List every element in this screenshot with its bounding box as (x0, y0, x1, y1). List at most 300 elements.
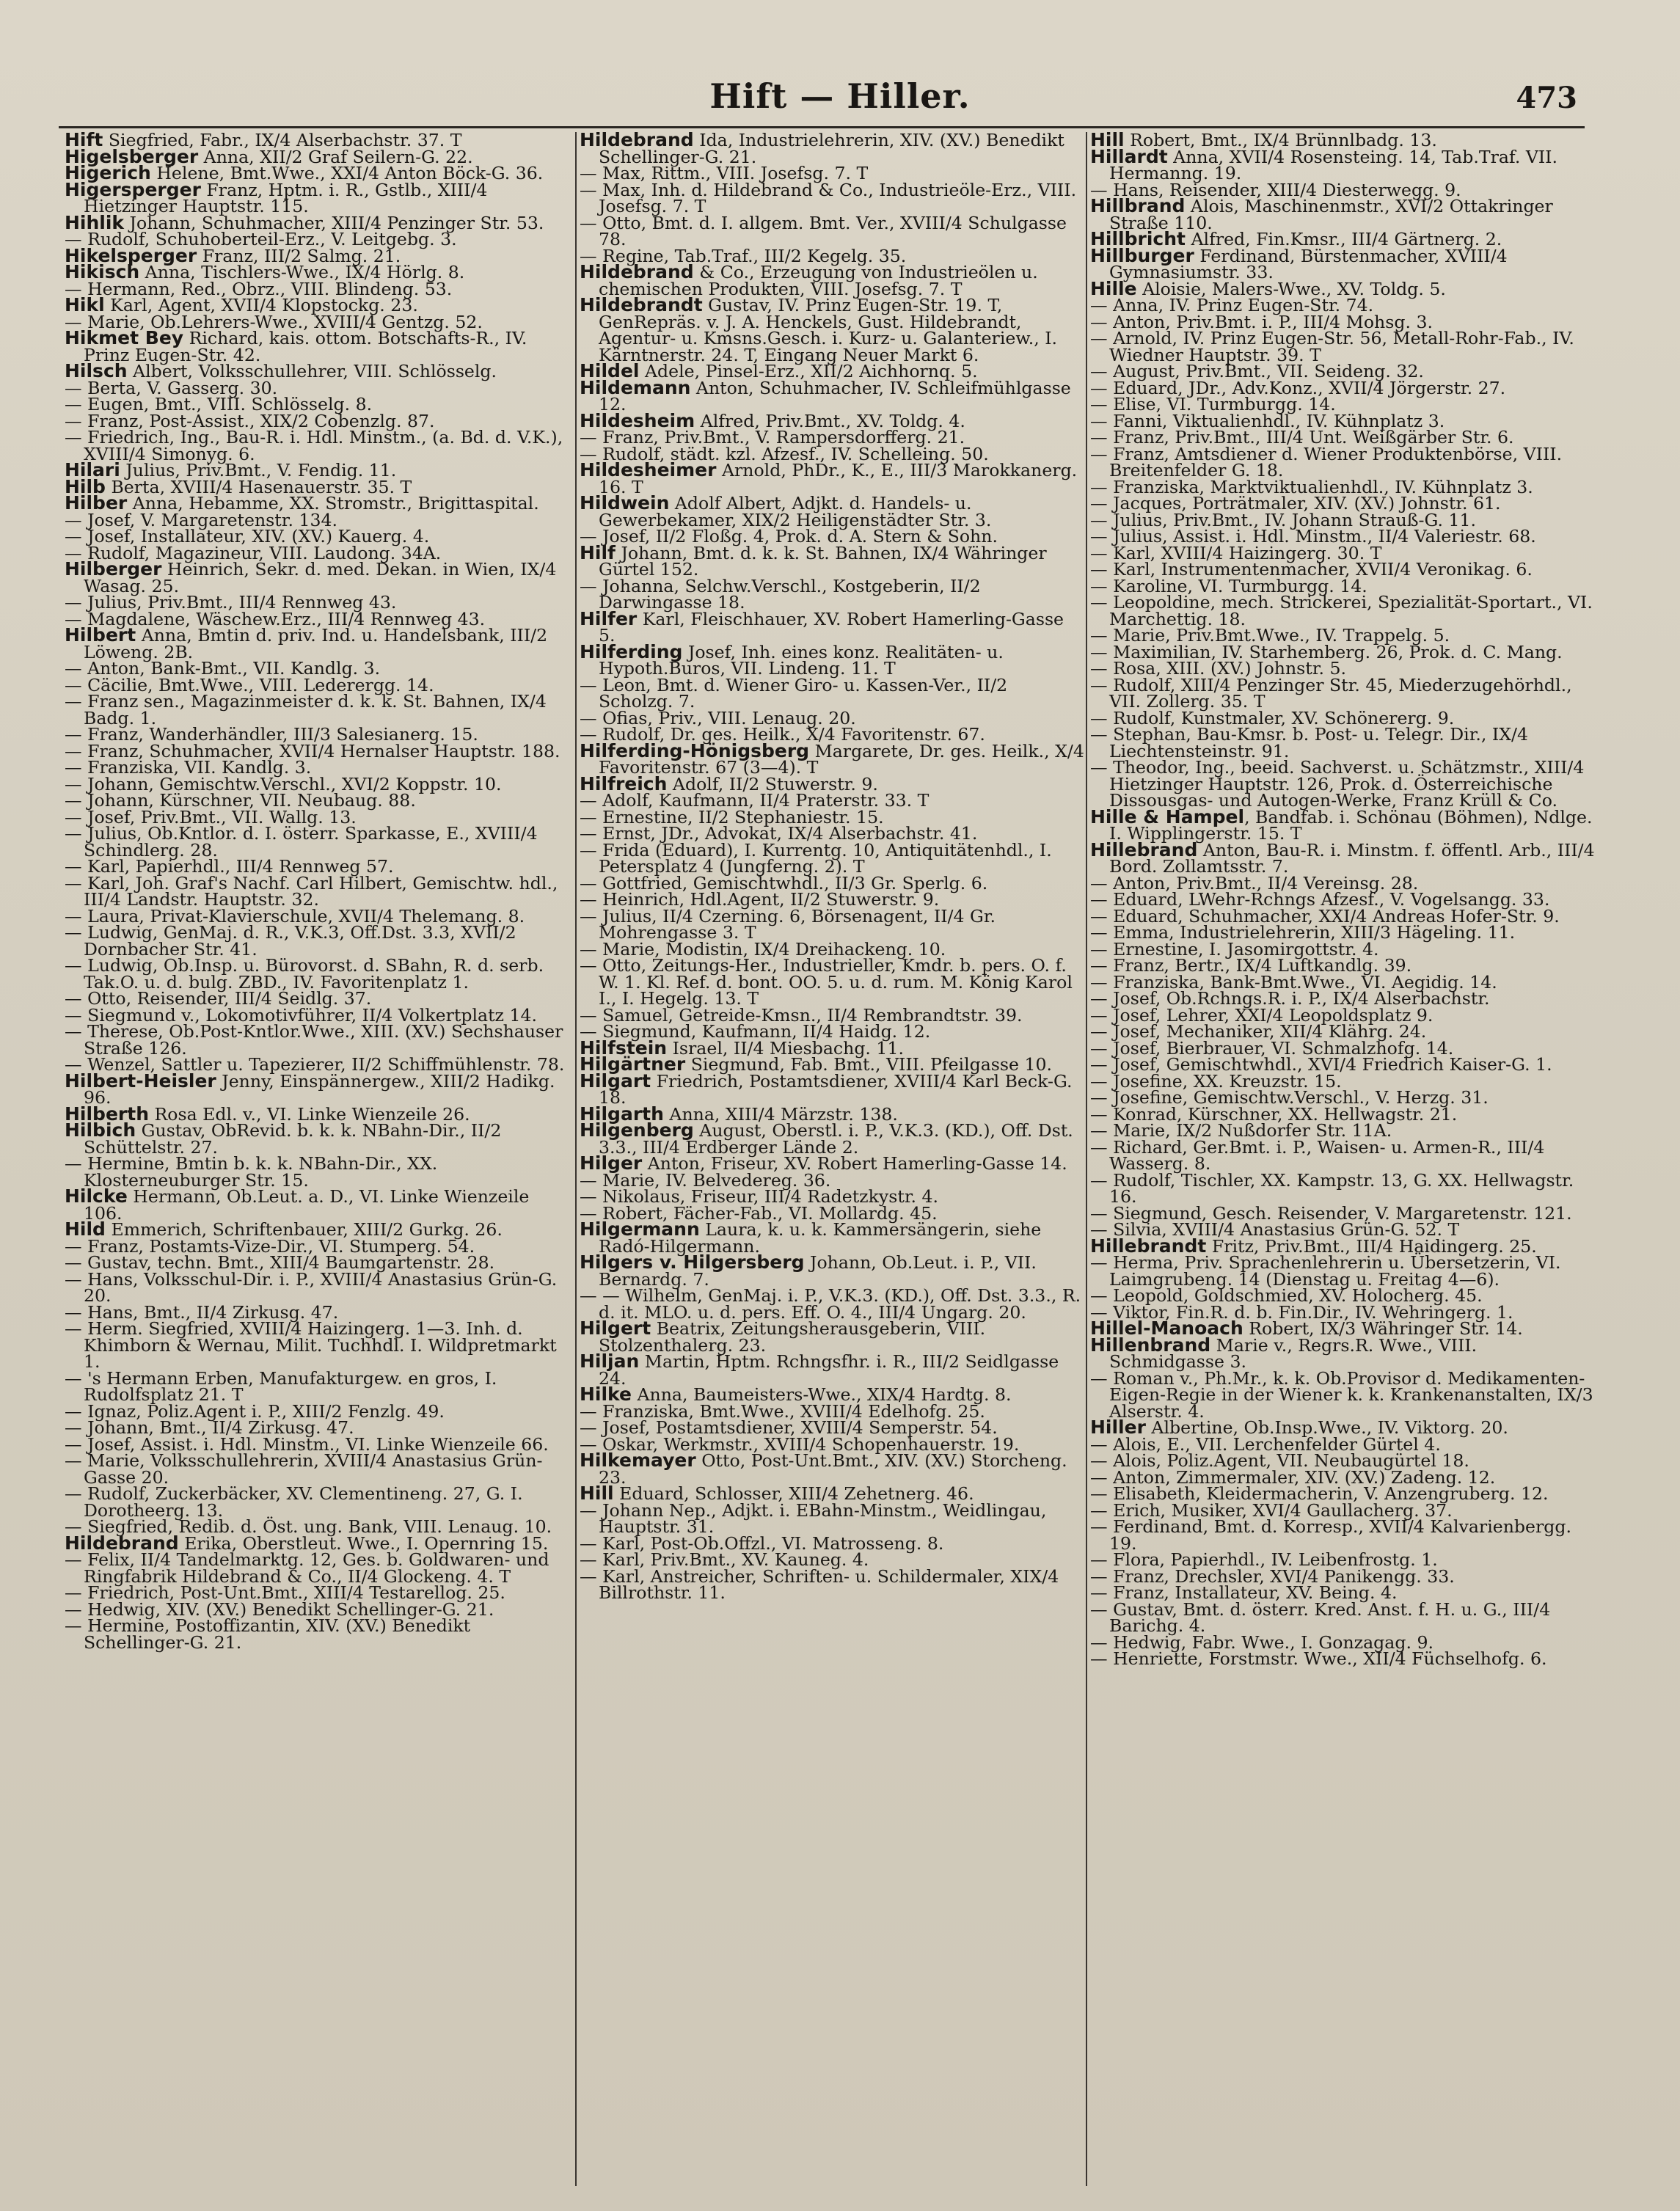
entry-details: Albertine, Ob.Insp.Wwe., IV. Viktorg. 20. (1145, 1417, 1508, 1438)
entry-details: — Rosa, XIII. (XV.) Johnstr. 5. (1090, 658, 1346, 679)
directory-entry (1090, 594, 1596, 627)
entry-details: — Ernestine, II/2 Stephaniestr. 15. (580, 806, 884, 827)
entry-details: Karl, Fleischhauer, XV. Robert Hamerling-Gasse 5. (599, 608, 1064, 646)
entry-details: — Adolf, Kaufmann, II/4 Praterstr. 33. T (580, 790, 930, 811)
entry-surname: Hildesheim (580, 409, 695, 431)
entry-surname: Hillbricht (1090, 228, 1186, 249)
entry-details: Aloisie, Malers-Wwe., XV. Toldg. 5. (1136, 278, 1446, 299)
entry-details: — Josef, Mechaniker, XII/4 Klährg. 24. (1090, 1021, 1427, 1042)
directory-entry (580, 674, 1086, 712)
entry-details: — Josef, V. Margaretenstr. 134. (65, 509, 337, 530)
entry-details: — Franz sen., Magazinmeister d. k. k. St. Bahnen, IX/4 Badg. 1. (65, 691, 547, 728)
entry-details: Karl, Agent, XVII/4 Klopstockg. 23. (104, 295, 418, 315)
entry-details: — Hedwig, Fabr. Wwe., I. Gonzagag. 9. (1090, 1631, 1434, 1653)
entry-surname: Hilari (65, 459, 120, 480)
directory-entry (580, 1070, 1086, 1108)
entry-details: — Fanni, Viktualienhdl., IV. Kühnplatz 3. (1090, 410, 1445, 431)
directory-entry (580, 1285, 1086, 1323)
directory-entry (580, 739, 1086, 778)
directory-entry (65, 1021, 571, 1059)
entry-details: — Hans, Volksschul-Dir. i. P., XVIII/4 Anastasius Grün-G. 20. (65, 1268, 558, 1306)
entry-surname: Hikelsperger (65, 244, 197, 266)
entry-details: — Johann, Kürschner, VII. Neubaug. 88. (65, 790, 416, 811)
entry-surname: Hilgermann (580, 1218, 700, 1240)
entry-details: Berta, XVIII/4 Hasenauerstr. 35. T (105, 476, 412, 497)
directory-entry (65, 1320, 571, 1370)
entry-details: — Julius, Assist. i. Hdl. Minstm., II/4 Valeriestr. 68. (1090, 526, 1536, 547)
entry-details: — Robert, Fächer-Fab., VI. Mollardg. 45. (580, 1202, 938, 1224)
entry-details: — Hermine, Postoffizantin, XIV. (XV.) Benedikt Schellinger-G. 21. (65, 1615, 471, 1653)
entry-details: — 's Hermann Erben, Manufakturgew. en gros, I. Rudolfsplatz 21. T (65, 1367, 497, 1405)
entry-surname: Hilfer (580, 607, 638, 629)
entry-details: — Hedwig, XIV. (XV.) Benedikt Schellinger-G. 21. (65, 1598, 494, 1620)
entry-details: — Cäcilie, Bmt.Wwe., VIII. Lederergg. 14. (65, 674, 434, 695)
entry-details: — Karl, Joh. Graf's Nachf. Carl Hilbert, Gemischtw. hdl., III/4 Landstr. Hauptstr. 32. (65, 872, 558, 910)
directory-entry (65, 1185, 571, 1224)
entry-details: , Bandfab. i. Schönau (Böhmen), Ndlge. I. Wipplingerstr. 15. T (1109, 806, 1593, 844)
entry-details: Johann, Ob.Leut. i. P., VII. Bernardg. 7. (599, 1252, 1037, 1290)
entry-surname: Hilb (65, 475, 106, 497)
entry-surname: Hillebrand (1090, 838, 1198, 860)
entry-details: — Anna, IV. Prinz Eugen-Str. 74. (1090, 295, 1374, 315)
directory-entry (65, 1367, 571, 1405)
entry-details: — Johann Nep., Adjkt. i. EBahn-Minstm., Weidlingau, Hauptstr. 31. (580, 1499, 1047, 1537)
entry-details: — Wenzel, Sattler u. Tapezierer, II/2 Schiffmühlenstr. 78. (65, 1054, 565, 1075)
directory-entry (580, 261, 1086, 299)
entry-details: Anna, XVII/4 Rosensteing. 14, Tab.Traf. VII. Hermanng. 19. (1109, 146, 1557, 183)
entry-surname: Hillburger (1090, 244, 1194, 266)
entry-details: — Karoline, VI. Turmburgg. 14. (1090, 575, 1367, 596)
entry-details: — Ernst, JDr., Advokat, IX/4 Alserbachstr. 41. (580, 823, 978, 844)
entry-surname: Hille (1090, 277, 1137, 299)
directory-entry (65, 558, 571, 596)
entry-details: — Josefine, Gemischtw.Verschl., V. Herzg. 31. (1090, 1087, 1489, 1108)
entry-details: — Marie, Modistin, IX/4 Dreihackeng. 10. (580, 938, 946, 960)
directory-entry (580, 459, 1086, 497)
entry-surname: Hilger (580, 1152, 643, 1174)
entry-surname: Hilgart (580, 1070, 651, 1092)
entry-surname: Hilgert (580, 1318, 651, 1339)
entry-details: — Johann, Bmt., II/4 Zirkusg. 47. (65, 1417, 354, 1438)
entry-details: — Max, Inh. d. Hildebrand & Co., Industrieöle-Erz., VIII. Josefsg. 7. T (580, 179, 1077, 216)
entry-surname: Hilgers v. Hilgersberg (580, 1251, 805, 1273)
directory-entry (580, 212, 1086, 249)
entry-details: — Alois, Poliz.Agent, VII. Neubaugürtel 18. (1090, 1450, 1469, 1471)
entry-details: — Josef, Lehrer, XXI/4 Leopoldsplatz 9. (1090, 1004, 1434, 1026)
entry-details: Martin, Hptm. Rchngsfhr. i. R., III/2 Seidlgasse 24. (599, 1351, 1059, 1389)
entry-details: Robert, IX/3 Währinger Str. 14. (1243, 1318, 1523, 1339)
entry-details: — Karl, Priv.Bmt., XV. Kauneg. 4. (580, 1549, 869, 1570)
entry-details: — Friedrich, Ing., Bau-R. i. Hdl. Minstm., (a. Bd. d. V.K.), XVIII/4 Simonyg. 6. (65, 427, 563, 464)
directory-entry (65, 1268, 571, 1306)
entry-details: — Josef, II/2 Floßg. 4, Prok. d. A. Stern & Sohn. (580, 526, 998, 547)
entry-details: — Richard, Ger.Bmt. i. P., Waisen- u. Armen-R., III/4 Wasserg. 8. (1090, 1136, 1545, 1174)
entry-details: — Leopold, Goldschmied, XV. Holocherg. 45. (1090, 1285, 1483, 1306)
directory-entry (580, 541, 1086, 580)
entry-details: Anna, XII/2 Graf Seilern-G. 22. (198, 146, 473, 167)
entry-surname: Hildwein (580, 492, 670, 514)
directory-entry (65, 1450, 571, 1488)
entry-details: — Samuel, Getreide-Kmsn., II/4 Rembrandtstr. 39. (580, 1004, 1023, 1026)
entry-details: — Rudolf, Magazineur, VIII. Laudong. 34A. (65, 542, 442, 563)
entry-details: — Anton, Priv.Bmt., II/4 Vereinsg. 28. (1090, 872, 1419, 893)
entry-details: — Marie, Priv.Bmt.Wwe., IV. Trappelg. 5. (1090, 625, 1450, 646)
entry-surname: Hilgärtner (580, 1053, 686, 1075)
entry-surname: Hillbrand (1090, 195, 1186, 216)
entry-details: — Hans, Reisender, XIII/4 Diesterwegg. 9. (1090, 179, 1461, 200)
entry-surname: Higersperger (65, 178, 201, 200)
directory-entry (1090, 1648, 1596, 1669)
entry-details: — Franziska, VII. Kandlg. 3. (65, 757, 312, 778)
entry-details: — Franz, Drechsler, XVI/4 Panikengg. 33. (1090, 1565, 1455, 1587)
entry-details: Otto, Post-Unt.Bmt., XIV. (XV.) Storcheng. 23. (599, 1450, 1067, 1488)
entry-details: — Emma, Industrielehrerin, XIII/3 Hägeling. 11. (1090, 922, 1516, 943)
entry-details: Eduard, Schlosser, XIII/4 Zehetnerg. 46. (613, 1483, 974, 1504)
entry-details: Anton, Schuhmacher, IV. Schleifmühlgasse 12. (599, 377, 1071, 414)
entry-details: — Josef, Priv.Bmt., VII. Wallg. 13. (65, 806, 357, 827)
entry-details: Robert, Bmt., IX/4 Brünnlbadg. 13. (1124, 132, 1437, 150)
entry-details: — Franz, Postamts-Vize-Dir., VI. Stumperg. 54. (65, 1235, 475, 1257)
entry-details: Anna, XIII/4 Märzstr. 138. (663, 1103, 898, 1125)
entry-details: — Siegfried, Redib. d. Öst. ung. Bank, VIII. Lenaug. 10. (65, 1516, 552, 1537)
entry-details: — Konrad, Kürschner, XX. Hellwagstr. 21. (1090, 1103, 1458, 1125)
entry-surname: Hilsch (65, 360, 128, 381)
entry-surname: Hilbich (65, 1119, 136, 1141)
directory-entry (1090, 1598, 1596, 1636)
directory-entry (65, 1549, 571, 1587)
column-middle (580, 132, 1086, 2186)
entry-details: Adele, Pinsel-Erz., XII/2 Aichhornq. 5. (639, 361, 978, 381)
entry-surname: Hildel (580, 360, 640, 381)
directory-entry (580, 1251, 1086, 1290)
entry-details: Margarete, Dr. ges. Heilk., X/4 Favoritenstr. 67 (3—4). T (599, 740, 1084, 778)
entry-details: — Rudolf, Schuhoberteil-Erz., V. Leitgebg. 3. (65, 229, 457, 249)
entry-details: Franz, Hptm. i. R., Gstlb., XIII/4 Hietzinger Hauptstr. 115. (84, 179, 488, 216)
directory-entry (580, 957, 1086, 1007)
entry-details: Beatrix, Zeitungsherausgeberin, VIII. Stolzenthalerg. 23. (599, 1318, 986, 1356)
entry-details: — Julius, Ob.Kntlor. d. I. österr. Sparkasse, E., XVIII/4 Schindlerg. 28. (65, 823, 538, 860)
entry-surname: Hildesheimer (580, 459, 717, 480)
entry-details: — Ernestine, I. Jasomirgottstr. 4. (1090, 938, 1379, 960)
entry-details: — Alois, E., VII. Lerchenfelder Gürtel 4. (1090, 1433, 1441, 1455)
entry-details: Anton, Friseur, XV. Robert Hamerling-Gasse 14. (642, 1153, 1067, 1174)
entry-surname: Hildemann (580, 376, 691, 398)
directory-entry (580, 839, 1086, 877)
entry-details: — Max, Rittm., VIII. Josefsg. 7. T (580, 163, 869, 183)
directory-entry (65, 693, 571, 726)
entry-details: — August, Priv.Bmt., VII. Seideng. 32. (1090, 361, 1424, 381)
entry-details: — Ludwig, GenMaj. d. R., V.K.3, Off.Dst. 3.3, XVII/2 Dornbacher Str. 41. (65, 922, 516, 960)
entry-details: — Stephan, Bau-Kmsr. b. Post- u. Telegr. Dir., IX/4 Liechtensteinstr. 91. (1090, 724, 1528, 761)
entry-details: — Josef, Postamtsdiener, XVIII/4 Semperstr. 54. (580, 1417, 998, 1438)
entry-details: Ida, Industrielehrerin, XIV. (XV.) Benedikt Schellinger-G. 21. (599, 132, 1064, 167)
directory-entry (65, 1485, 571, 1519)
directory-entry (1090, 759, 1596, 809)
directory-entry (65, 922, 571, 960)
entry-details: — Josef, Ob.Rchngs.R. i. P., IX/4 Alserbachstr. (1090, 988, 1490, 1009)
entry-details: — Herm. Siegfried, XVIII/4 Haizingerg. 1—3. Inh. d. Khimborn & Wernau, Milit. Tuchhdl. I. Wildpretmarkt 1. (65, 1318, 557, 1372)
entry-details: Josef, Inh. eines konz. Realitäten- u. Hypoth.Buros, VII. Lindeng. 11. T (599, 641, 1004, 679)
entry-details: — Franz, Post-Assist., XIX/2 Cobenzlg. 87. (65, 410, 435, 431)
entry-details: Fritz, Priv.Bmt., III/4 Haidingerg. 25. (1206, 1235, 1537, 1257)
entry-details: — Nikolaus, Friseur, III/4 Radetzkystr. 4. (580, 1186, 939, 1207)
entry-surname: Hille & Hampel (1090, 805, 1245, 827)
entry-details: — Maximilian, IV. Starhemberg. 26, Prok. d. C. Mang. (1090, 641, 1563, 662)
entry-details: — Ofias, Priv., VIII. Lenaug. 20. (580, 707, 856, 728)
entry-details: — Siegmund, Kaufmann, II/4 Haidg. 12. (580, 1021, 931, 1042)
entry-details: — Rudolf, Kunstmaler, XV. Schönererg. 9. (1090, 707, 1455, 728)
entry-details: — Heinrich, Hdl.Agent, II/2 Stuwerstr. 9. (580, 889, 940, 910)
directory-entry (65, 178, 571, 216)
entry-surname: Hilf (580, 541, 616, 563)
directory-entry (1090, 674, 1596, 712)
entry-details: Laura, k. u. k. Kammersängerin, siehe Radó-Hilgermann. (599, 1219, 1042, 1257)
entry-details: — Flora, Papierhdl., IV. Leibenfrostg. 1. (1090, 1549, 1438, 1570)
directory-entry (1090, 805, 1596, 844)
entry-details: — Siegmund, Gesch. Reisender, V. Margaretenstr. 121. (1090, 1202, 1572, 1224)
entry-surname: Hilbert (65, 624, 136, 646)
entry-details: — Ludwig, Ob.Insp. u. Bürovorst. d. SBahn, R. d. serb. Tak.O. u. d. bulg. ZBD., IV. Favoritenplatz 1. (65, 955, 544, 993)
entry-details: Anna, Bmtin d. priv. Ind. u. Handelsbank, III/2 Löweng. 2B. (84, 625, 548, 662)
entry-details: — Gottfried, Gemischtwhdl., II/3 Gr. Sperlg. 6. (580, 872, 988, 893)
directory-entry (1090, 244, 1596, 282)
entry-details: — Rudolf, Tischler, XX. Kampstr. 13, G. XX. Hellwagstr. 16. (1090, 1169, 1574, 1207)
entry-details: Erika, Oberstleut. Wwe., I. Opernring 15. (178, 1532, 549, 1554)
entry-surname: Hilbert-Heisler (65, 1070, 216, 1092)
entry-details: — Eduard, JDr., Adv.Konz., XVII/4 Jörgerstr. 27. (1090, 377, 1506, 398)
entry-surname: Hiljan (580, 1351, 640, 1372)
entry-surname: Higelsberger (65, 145, 199, 167)
column-right (1090, 132, 1596, 2186)
directory-entry (1090, 1252, 1596, 1290)
directory-entry (1090, 145, 1596, 183)
directory-entry (65, 1070, 571, 1108)
entry-details: Siegmund, Fab. Bmt., VIII. Pfeilgasse 10. (685, 1054, 1053, 1075)
entry-surname: Hillebrandt (1090, 1235, 1207, 1257)
page-number: 473 (1516, 81, 1577, 115)
column-divider (1086, 132, 1087, 2186)
directory-entry (580, 1351, 1086, 1389)
directory-entry (1090, 838, 1596, 877)
entry-details: August, Oberstl. i. P., V.K.3. (KD.), Off. Dst. 3.3., III/4 Erdberger Lände 2. (599, 1120, 1073, 1158)
entry-surname: Hill (580, 1483, 614, 1504)
entry-details: Gustav, ObRevid. b. k. k. NBahn-Dir., II/2 Schüttelstr. 27. (84, 1120, 502, 1158)
entry-details: — Johanna, Selchw.Verschl., Kostgeberin, II/2 Darwingasse 18. (580, 575, 981, 613)
entry-details: Albert, Volksschullehrer, VIII. Schlösselg. (127, 361, 497, 381)
entry-details: Hermann, Ob.Leut. a. D., VI. Linke Wienzeile 106. (84, 1186, 530, 1224)
entry-details: Anna, Baumeisters-Wwe., XIX/4 Hardtg. 8. (631, 1384, 1012, 1405)
entry-surname: Hikl (65, 294, 105, 315)
directory-entry (580, 376, 1086, 414)
entry-details: — Marie, IV. Belvedereg. 36. (580, 1169, 831, 1191)
entry-details: Johann, Schuhmacher, XIII/4 Penzinger Str. 53. (124, 212, 544, 233)
entry-surname: Hilfstein (580, 1037, 668, 1059)
entry-details: — Julius, II/4 Czerning. 6, Börsenagent, II/4 Gr. Mohrengasse 3. T (580, 905, 996, 943)
entry-surname: Hift (65, 132, 103, 150)
entry-details: — Felix, II/4 Tandelmarktg. 12, Ges. b. Goldwaren- und Ringfabrik Hildebrand & Co., II/4 Glockeng. 4. T (65, 1549, 549, 1587)
directory-entry (65, 825, 571, 858)
entry-details: — Herma, Priv. Sprachenlehrerin u. Übersetzerin, VI. Laimgrubeng. 14 (Dienstag u. Freitag 4—6). (1090, 1252, 1561, 1290)
entry-details: Friedrich, Postamtsdiener, XVIII/4 Karl Beck-G. 18. (599, 1070, 1073, 1108)
entry-details: Alois, Maschinenmstr., XVI/2 Ottakringer Straße 110. (1109, 196, 1553, 233)
entry-details: — Silvia, XVIII/4 Anastasius Grün-G. 52. T (1090, 1219, 1460, 1240)
entry-details: — Leon, Bmt. d. Wiener Giro- u. Kassen-Ver., II/2 Scholzg. 7. (580, 674, 1008, 712)
entry-surname: Hillenbrand (1090, 1334, 1211, 1356)
entry-details: — Franz, Wanderhändler, III/3 Salesianerg. 15. (65, 724, 478, 745)
entry-details: Ferdinand, Bürstenmacher, XVIII/4 Gymnasiumstr. 33. (1109, 245, 1508, 282)
entry-details: — Theodor, Ing., beeid. Sachverst. u. Schätzmstr., XIII/4 Hietzinger Hauptstr. 126, Prok. d. Österreichische Dissousgas- und Autogen-Werke, Franz Krüll & Co. (1090, 757, 1585, 811)
entry-details: — Franziska, Bmt.Wwe., XVIII/4 Edelhofg. 25. (580, 1400, 985, 1422)
entry-details: — Franz, Priv.Bmt., V. Rampersdorfferg. 21. (580, 427, 965, 447)
directory-entry (580, 1565, 1086, 1603)
directory-entry (65, 1119, 571, 1158)
entry-details: Richard, kais. ottom. Botschafts-R., IV. Prinz Eugen-Str. 42. (84, 328, 527, 365)
entry-details: — Oskar, Werkmstr., XVIII/4 Schopenhauerstr. 19. (580, 1433, 1020, 1455)
entry-details: — Karl, Instrumentenmacher, XVII/4 Veronikag. 6. (1090, 559, 1533, 580)
entry-details: — Ferdinand, Bmt. d. Korresp., XVII/4 Kalvarienbergg. 19. (1090, 1516, 1571, 1554)
entry-surname: Hilberth (65, 1103, 149, 1125)
entry-details: Israel, II/4 Miesbachg. 11. (667, 1037, 904, 1059)
directory-entry (65, 955, 571, 993)
entry-surname: Hilgarth (580, 1103, 664, 1125)
directory-entry (580, 1499, 1086, 1537)
entry-details: Marie v., Regrs.R. Wwe., VIII. Schmidgasse 3. (1109, 1334, 1478, 1372)
directory-entry (580, 132, 1086, 165)
entry-details: — Rudolf, städt. kzl. Afzesf., IV. Schelleing. 50. (580, 443, 989, 464)
entry-details: — Hermann, Red., Obrz., VIII. Blindeng. 53. (65, 278, 453, 299)
entry-details: — Karl, Anstreicher, Schriften- u. Schildermaler, XIX/4 Billrothstr. 11. (580, 1565, 1059, 1603)
entry-details: — Roman v., Ph.Mr., k. k. Ob.Provisor d. Medikamenten-Eigen-Regie in der Wiener k. k. Krankenanstalten, IX/3 Alserstr. 4. (1090, 1367, 1593, 1422)
entry-details: — Otto, Reisender, III/4 Seidlg. 37. (65, 988, 372, 1009)
directory-entry (65, 1615, 571, 1653)
entry-details: & Co., Erzeugung von Industrieölen u. chemischen Produkten, VIII. Josefsg. 7. T (599, 262, 1038, 299)
directory-entry (580, 575, 1086, 613)
directory-entry (580, 492, 1086, 530)
directory-entry (65, 1153, 571, 1191)
entry-details: — Siegmund v., Lokomotivführer, II/4 Volkertplatz 14. (65, 1004, 538, 1026)
entry-details: — Erich, Musiker, XVI/4 Gaullacherg. 37. (1090, 1499, 1453, 1521)
entry-surname: Hildebrand (580, 132, 694, 150)
entry-surname: Hihlik (65, 211, 125, 233)
entry-details: Jenny, Einspännergew., XIII/2 Hadikg. 96. (84, 1070, 555, 1108)
running-head: Hift — Hiller. (709, 76, 971, 116)
directory-entry (580, 179, 1086, 216)
entry-details: — Magdalene, Wäschew.Erz., III/4 Rennweg 43. (65, 608, 486, 629)
entry-details: — Leopoldine, mech. Strickerei, Spezialität-Sportart., VI. Marchettig. 18. (1090, 592, 1593, 629)
entry-surname: Hikmet Bey (65, 327, 184, 348)
entry-surname: Hildebrand (65, 1532, 179, 1554)
entry-details: — Anton, Priv.Bmt. i. P., III/4 Mohsg. 3. (1090, 311, 1433, 332)
header-rule (59, 126, 1585, 128)
entry-details: — Hermine, Bmtin b. k. k. NBahn-Dir., XX. Klosterneuburger Str. 15. (65, 1153, 438, 1191)
entry-details: — Otto, Zeitungs-Her., Industrieller, Kmdr. b. pers. O. f. W. 1. Kl. Ref. d. bont. OO. 5. u. d. rum. M. König Karol I., I. Hegelg. 13. T (580, 955, 1073, 1009)
entry-details: — Marie, Ob.Lehrers-Wwe., XVIII/4 Gentzg. 52. (65, 311, 483, 332)
entry-details: — Jacques, Porträtmaler, XIV. (XV.) Johnstr. 61. (1090, 493, 1501, 514)
entry-surname: Hildebrandt (580, 294, 703, 315)
entry-details: — Marie, IX/2 Nußdorfer Str. 11A. (1090, 1120, 1392, 1141)
entry-details: — Berta, V. Gasserg. 30. (65, 377, 278, 398)
entry-details: — Eugen, Bmt., VIII. Schlösselg. 8. (65, 394, 373, 414)
entry-details: — Therese, Ob.Post-Kntlor.Wwe., XIII. (XV.) Sechshauser Straße 126. (65, 1021, 563, 1059)
page-header (0, 76, 1680, 128)
column-divider (575, 132, 577, 2186)
entry-surname: Hilfreich (580, 772, 668, 794)
entry-details: Adolf, II/2 Stuwerstr. 9. (667, 773, 878, 794)
entry-details: — Hans, Bmt., II/4 Zirkusg. 47. (65, 1301, 339, 1323)
entry-details: Anton, Bau-R. i. Minstm. f. öffentl. Arb., III/4 Bord. Zollamtsstr. 7. (1109, 839, 1595, 877)
entry-details: — Franz, Installateur, XV. Being. 4. (1090, 1582, 1398, 1603)
entry-details: — Gustav, techn. Bmt., XIII/4 Baumgartenstr. 28. (65, 1252, 495, 1273)
entry-details: — Anton, Zimmermaler, XIV. (XV.) Zadeng. 12. (1090, 1466, 1496, 1488)
directory-entry (1090, 195, 1596, 233)
entry-details: — Henriette, Forstmstr. Wwe., XII/4 Füchselhofg. 6. (1090, 1648, 1547, 1669)
entry-surname: Hillardt (1090, 145, 1168, 167)
entry-details: — Eduard, Schuhmacher, XXI/4 Andreas Hofer-Str. 9. (1090, 905, 1560, 927)
directory-entry (65, 429, 571, 462)
entry-surname: Hilgenberg (580, 1119, 694, 1141)
entry-details: — Frida (Eduard), I. Kurrentg. 10, Antiquitätenhdl., I. Petersplatz 4 (Jungferng. 2). T (580, 839, 1052, 877)
entry-details: — Josef, Gemischtwhdl., XVI/4 Friedrich Kaiser-G. 1. (1090, 1054, 1552, 1075)
entry-details: — Rudolf, Dr. ges. Heilk., X/4 Favoritenstr. 67. (580, 724, 985, 745)
entry-details: Johann, Bmt. d. k. k. St. Bahnen, IX/4 Währinger Gürtel 152. (599, 542, 1047, 580)
entry-details: — Julius, Priv.Bmt., III/4 Rennweg 43. (65, 592, 397, 613)
entry-details: — Arnold, IV. Prinz Eugen-Str. 56, Metall-Rohr-Fab., IV. Wiedner Hauptstr. 39. T (1090, 328, 1574, 365)
directory-entry (1090, 726, 1596, 759)
entry-surname: Hilberger (65, 558, 162, 580)
entry-details: Helene, Bmt.Wwe., XXI/4 Anton Böck-G. 36. (150, 163, 544, 183)
directory-entry (65, 872, 571, 910)
entry-surname: Hilber (65, 492, 128, 514)
entry-details: — Josef, Installateur, XIV. (XV.) Kauerg. 4. (65, 526, 430, 547)
entry-details: Alfred, Fin.Kmsr., III/4 Gärtnerg. 2. (1186, 229, 1502, 249)
entry-details: — Ignaz, Poliz.Agent i. P., XIII/2 Fenzlg. 49. (65, 1400, 445, 1422)
entry-surname: Hiller (1090, 1417, 1146, 1438)
entry-details: — Elisabeth, Kleidermacherin, V. Anzengruberg. 12. (1090, 1483, 1549, 1504)
directory-entry (580, 905, 1086, 943)
directory-entry (580, 607, 1086, 646)
entry-details: — Josefine, XX. Kreuzstr. 15. (1090, 1070, 1342, 1092)
directory-entry (65, 624, 571, 662)
entry-details: — Johann, Gemischtw.Verschl., XVI/2 Koppstr. 10. (65, 773, 502, 794)
directory-entry (1090, 1516, 1596, 1554)
entry-details: — Karl, Papierhdl., III/4 Rennweg 57. (65, 856, 394, 877)
entry-details: — Elise, VI. Turmburgg. 14. (1090, 394, 1336, 414)
entry-details: Arnold, PhDr., K., E., III/3 Marokkanerg. 16. T (599, 460, 1078, 497)
entry-details: — Franz, Schuhmacher, XVII/4 Hernalser Hauptstr. 188. (65, 740, 560, 761)
entry-details: — Viktor, Fin.R. d. b. Fin.Dir., IV. Wehringerg. 1. (1090, 1301, 1513, 1323)
entry-details: Julius, Priv.Bmt., V. Fendig. 11. (120, 460, 397, 480)
entry-details: — Franziska, Marktviktualienhdl., IV. Kühnplatz 3. (1090, 476, 1533, 497)
entry-surname: Hill (1090, 132, 1125, 150)
directory-entry (1090, 1169, 1596, 1207)
entry-details: — Karl, Post-Ob.Offzl., VI. Matrosseng. 8. (580, 1532, 944, 1554)
entry-details: Rosa Edl. v., VI. Linke Wienzeile 26. (149, 1103, 470, 1125)
entry-details: Heinrich, Sekr. d. med. Dekan. in Wien, IX/4 Wasag. 25. (84, 559, 557, 596)
directory-entry (1090, 443, 1596, 480)
entry-details: Alfred, Priv.Bmt., XV. Toldg. 4. (695, 410, 965, 431)
entry-details: — Marie, Volksschullehrerin, XVIII/4 Anastasius Grün-Gasse 20. (65, 1450, 543, 1488)
entry-details: — Laura, Privat-Klavierschule, XVII/4 Thelemang. 8. (65, 905, 525, 927)
entry-details: — Julius, Priv.Bmt., IV. Johann Strauß-G. 11. (1090, 509, 1477, 530)
directory-entry (65, 327, 571, 365)
column-left (65, 132, 571, 2186)
entry-details: Adolf Albert, Adjkt. d. Handels- u. Gewerbekamer, XIX/2 Heiligenstädter Str. 3. (599, 493, 992, 530)
entry-details: — Anton, Bank-Bmt., VII. Kandlg. 3. (65, 658, 381, 679)
entry-surname: Hilke (580, 1384, 632, 1405)
entry-surname: Higerich (65, 162, 151, 183)
entry-details: Anna, Tischlers-Wwe., IX/4 Hörlg. 8. (139, 262, 465, 282)
entry-details: — Franz, Priv.Bmt., III/4 Unt. Weißgärber Str. 6. (1090, 427, 1514, 447)
